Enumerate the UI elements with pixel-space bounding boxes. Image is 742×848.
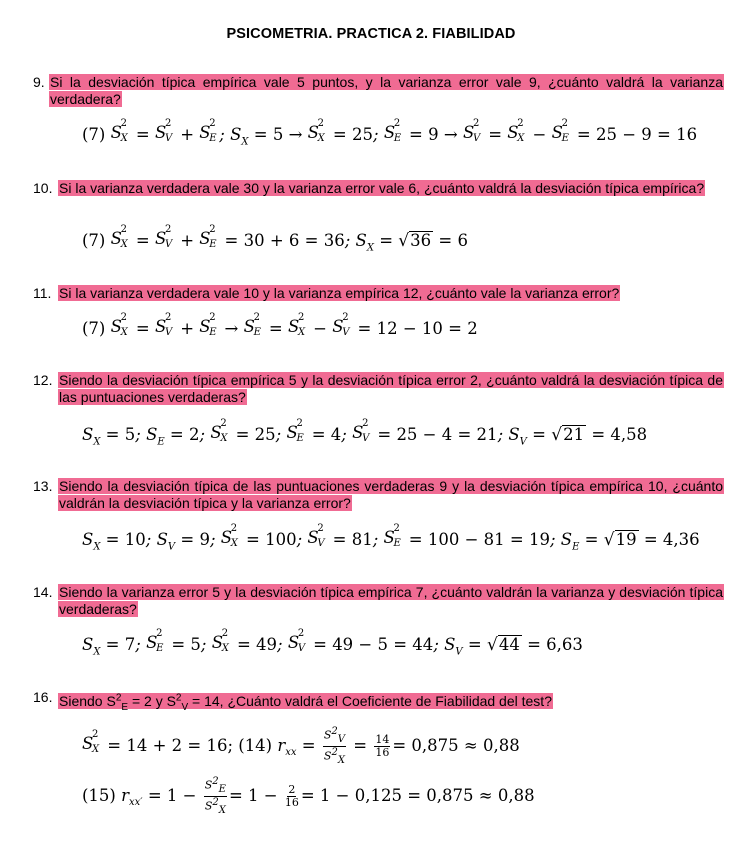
question-number: 10. — [33, 180, 53, 196]
question-text — [58, 180, 724, 197]
question-number: 11. — [33, 285, 52, 301]
answer-13: $S_X = 10$; $S_V = 9$; S 2 X = 100; S 2 V = 81; S 2 E = 100 − 81 = 19; $S_E = √19 = 4,36$ — [82, 523, 700, 553]
answer-16-b: (15) $r_{xx'} = 1$ − $\frac{S^2_E}{S^2_X}$ = 1 − $\frac{2}{16}$ = 1 − 0,125 = 0,875 ≈ 0,88 — [82, 776, 535, 816]
question-highlight: Siendo la desviación típica empírica 5 y la desviación típica error 2, ¿cuánto valdrá la desviación típica de las puntuaciones verdaderas? — [59, 372, 723, 405]
question-text — [49, 74, 724, 108]
answer-11: (7) S 2 X = S 2 V + S 2 E → S 2 E = S 2 X − S 2 V = 12 − 10 = 2 — [82, 312, 478, 338]
page-title: PSICOMETRIA. PRACTICA 2. FIABILIDAD — [226, 26, 516, 42]
question-text — [58, 584, 724, 618]
question-highlight: Si la varianza verdadera vale 30 y la varianza error vale 6, ¿cuánto valdrá la desviación típica empírica? — [59, 180, 705, 196]
answer-14: $S_X = 7$; S 2 E = 5; S 2 X = 49; S 2 V = 49 − 5 = 44; $S_V = √44 = 6,63$ — [82, 628, 583, 658]
answer-12: $S_X = 5$; $S_E = 2$; S 2 X = 25; S 2 E = 4; S 2 V = 25 − 4 = 21; $S_V = √21 = 4,58$ — [82, 418, 648, 448]
question-number: 9. — [33, 74, 45, 90]
question-text — [58, 372, 724, 406]
question-highlight: Siendo la varianza error 5 y la desviación típica empírica 7, ¿cuánto valdrán la varianza y desviación típica verdaderas? — [59, 584, 723, 617]
question-text — [58, 285, 724, 302]
question-text — [58, 478, 724, 512]
answer-9: (7) S 2 X = S 2 V + S 2 E ; $S_X = 5$ → S 2 X = 25; S 2 E = 9 → S 2 V = S 2 X − S 2 E = 25 − 9 = 16 — [82, 118, 698, 148]
question-number: 14. — [33, 584, 53, 600]
answer-16-a: S 2 X = 14 + 2 = 16; (14) $r_{xx}$ = $\frac{S^2_V}{S^2_X}$ = $\frac{14}{16}$ = 0,875 ≈ 0,88 — [82, 726, 520, 766]
question-number: 13. — [33, 478, 53, 494]
question-number: 16. — [33, 689, 53, 705]
question-highlight: Si la desviación típica empírica vale 5 puntos, y la varianza error vale 9, ¿cuánto valdrá la varianza verdadera? — [50, 74, 723, 107]
question-highlight: Siendo $S^2_E = 2$ y $S^2_V = 14$, ¿Cuánto valdrá el Coeficiente de Fiabilidad del test? — [59, 692, 552, 713]
question-highlight: Siendo la desviación típica de las puntuaciones verdaderas 9 y la desviación típica empírica 10, ¿cuánto valdrán la desviación típica y la varianza error? — [59, 478, 723, 511]
question-highlight: Si la varianza verdadera vale 10 y la varianza empírica 12, ¿cuánto vale la varianza error? — [59, 285, 620, 301]
question-number: 12. — [33, 372, 53, 388]
answer-10: (7) S 2 X = S 2 V + S 2 E = 30 + 6 = 36; $S_X = √36 = 6$ — [82, 224, 468, 254]
question-text — [58, 689, 724, 715]
